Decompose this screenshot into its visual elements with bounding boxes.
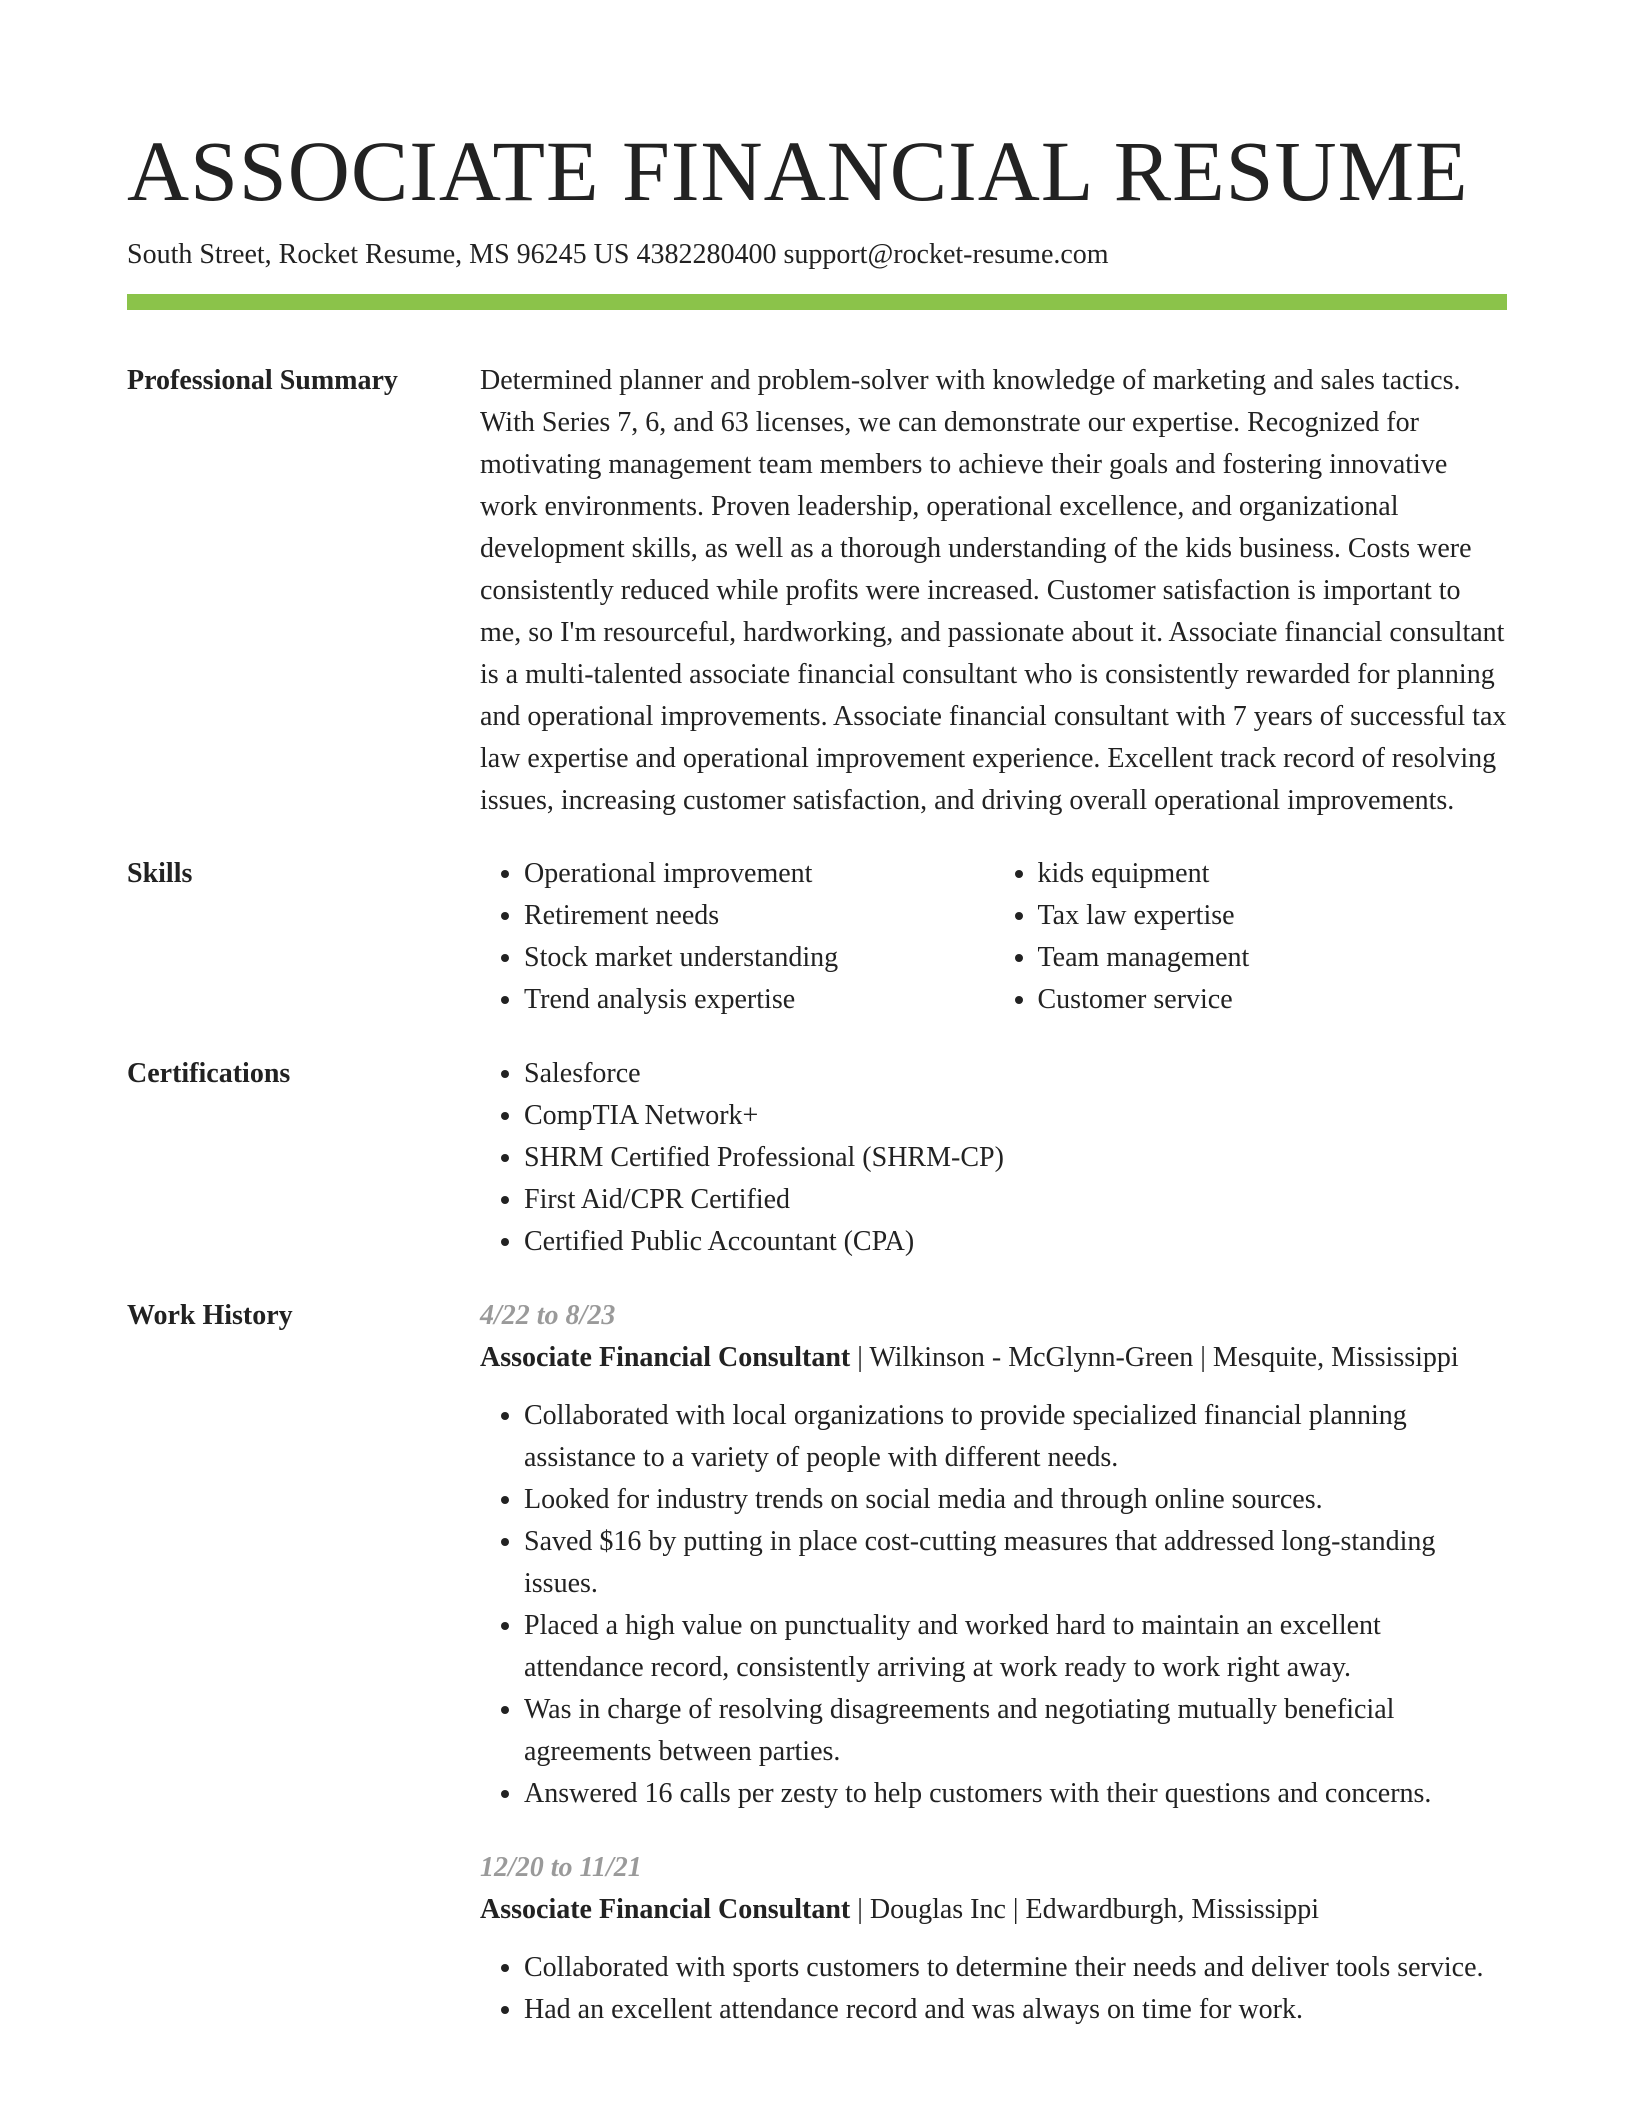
contact-line: South Street, Rocket Resume, MS 96245 US 4382280400 support@rocket-resume.com bbox=[127, 239, 1109, 270]
job-bullet: • Answered 16 calls per zesty to help customers with their questions and concerns. bbox=[524, 1773, 1507, 1815]
job-title: Associate Financial Consultant bbox=[480, 1894, 851, 1925]
skill-item: • Customer service bbox=[1038, 979, 1508, 1021]
job-bullet: • Collaborated with sports customers to determine their needs and deliver tools service. bbox=[524, 1947, 1507, 1989]
job-bullets bbox=[480, 1947, 1507, 2031]
certification-item: • Certified Public Accountant (CPA) bbox=[524, 1221, 1507, 1263]
accent-divider bbox=[127, 294, 1507, 310]
certifications-list bbox=[480, 1053, 1507, 1263]
resume-page bbox=[127, 0, 1507, 2031]
job-bullet: • Looked for industry trends on social media and through online sources. bbox=[524, 1479, 1507, 1521]
job-dates: 4/22 to 8/23 bbox=[480, 1300, 616, 1331]
job-title: Associate Financial Consultant bbox=[480, 1342, 851, 1373]
skill-item: • Tax law expertise bbox=[1038, 895, 1508, 937]
job-details: | Wilkinson - McGlynn-Green | Mesquite, Mississippi bbox=[850, 1342, 1459, 1373]
job-bullet: • Saved $16 by putting in place cost-cutting measures that addressed long-standing issues. bbox=[524, 1521, 1507, 1605]
skill-item: • Operational improvement bbox=[524, 853, 994, 895]
skills-list-right bbox=[994, 853, 1508, 1021]
job-bullet: • Was in charge of resolving disagreements and negotiating mutually beneficial agreements between parties. bbox=[524, 1689, 1507, 1773]
certification-item: • First Aid/CPR Certified bbox=[524, 1179, 1507, 1221]
job-bullet: • Had an excellent attendance record and was always on time for work. bbox=[524, 1989, 1507, 2031]
work-history-section bbox=[127, 1295, 1507, 2031]
job-entry bbox=[480, 1295, 1507, 1815]
skill-item: • Team management bbox=[1038, 937, 1508, 979]
summary-section bbox=[127, 360, 1507, 822]
job-dates: 12/20 to 11/21 bbox=[480, 1852, 642, 1883]
job-bullet: • Collaborated with local organizations to provide specialized financial planning assistance to a variety of people with different needs. bbox=[524, 1395, 1507, 1479]
skill-item: • kids equipment bbox=[1038, 853, 1508, 895]
job-heading bbox=[480, 1889, 1507, 1931]
skill-item: • Retirement needs bbox=[524, 895, 994, 937]
job-bullets bbox=[480, 1395, 1507, 1815]
section-label-certifications: Certifications bbox=[127, 1058, 291, 1089]
job-bullet: • Placed a high value on punctuality and worked hard to maintain an excellent attendance record, consistently arriving at work ready to work right away. bbox=[524, 1605, 1507, 1689]
certification-item: • Salesforce bbox=[524, 1053, 1507, 1095]
section-label-summary: Professional Summary bbox=[127, 365, 398, 396]
job-details: | Douglas Inc | Edwardburgh, Mississippi bbox=[850, 1894, 1320, 1925]
summary-text: Determined planner and problem-solver with knowledge of marketing and sales tactics. With Series 7, 6, and 63 licenses, we can demonstrate our expertise. Recognized for motivating management team members to achieve their goals and fostering innovative work environments. Proven leadership, operational excellence, and organizational development skills, as well as a thorough understanding of the kids business. Costs were consistently reduced while profits were increased. Customer satisfaction is important to me, so I'm resourceful, hardworking, and passionate about it. Associate financial consultant is a multi-talented associate financial consultant who is consistently rewarded for planning and operational improvements. Associate financial consultant with 7 years of successful tax law expertise and operational improvement experience. Excellent track record of resolving issues, increasing customer satisfaction, and driving overall operational improvements. bbox=[480, 365, 1507, 816]
certifications-section bbox=[127, 1053, 1507, 1263]
job-heading bbox=[480, 1337, 1507, 1379]
job-entry bbox=[480, 1847, 1507, 2031]
certification-item: • SHRM Certified Professional (SHRM-CP) bbox=[524, 1137, 1507, 1179]
skills-section bbox=[127, 853, 1507, 1021]
certification-item: • CompTIA Network+ bbox=[524, 1095, 1507, 1137]
skills-list-left bbox=[480, 853, 994, 1021]
skill-item: • Stock market understanding bbox=[524, 937, 994, 979]
skill-item: • Trend analysis expertise bbox=[524, 979, 994, 1021]
resume-title: ASSOCIATE FINANCIAL RESUME bbox=[127, 123, 1469, 219]
section-label-skills: Skills bbox=[127, 858, 193, 889]
section-label-work-history: Work History bbox=[127, 1300, 293, 1331]
